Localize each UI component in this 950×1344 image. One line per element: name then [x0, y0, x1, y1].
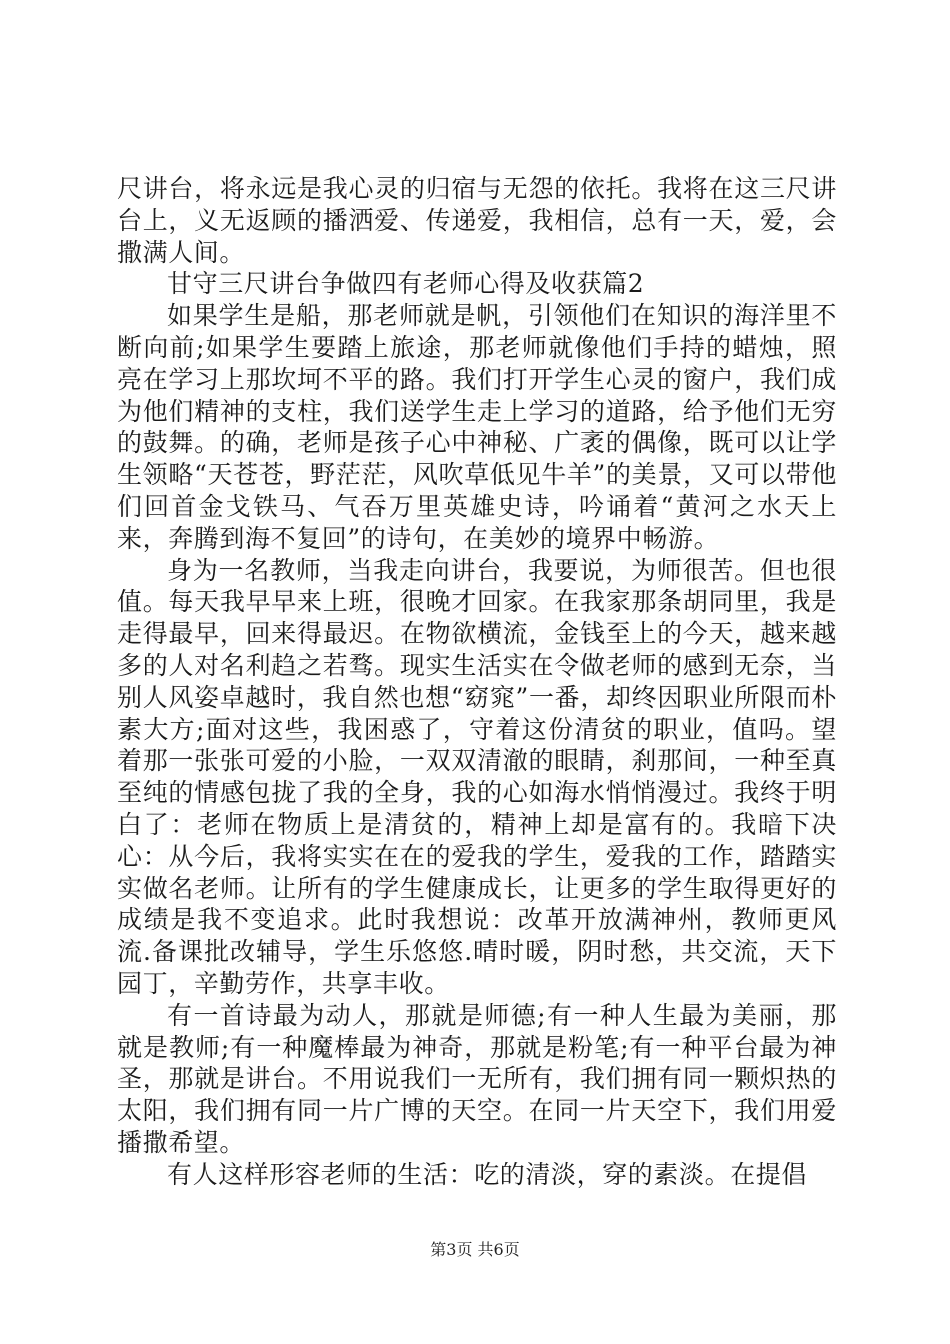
page-footer [0, 1240, 950, 1260]
paragraph-1: 尺讲台，将永远是我心灵的归宿与无怨的依托。我将在这三尺讲台上，义无返顾的播洒爱、传递爱，我相信，总有一天，爱，会撒满人间。 [117, 174, 837, 267]
paragraph-6: 有人这样形容老师的生活：吃的清淡，穿的素淡。在提倡 [167, 1159, 808, 1189]
paragraph-5: 有一首诗最为动人，那就是师德;有一种人生最为美丽，那就是教师;有一种魔棒最为神奇，那就是粉笔;有一种平台最为神圣，那就是讲台。不用说我们一无所有，我们拥有同一颗炽热的太阳，我们拥有同一片广博的天空。在同一片天空下，我们用爱播撒希望。 [117, 1000, 837, 1157]
document-body [117, 173, 837, 1191]
paragraph-3: 如果学生是船，那老师就是帆，引领他们在知识的海洋里不断向前;如果学生要踏上旅途，那老师就像他们手持的蜡烛，照亮在学习上那坎坷不平的路。我们打开学生心灵的窗户，我们成为他们精神的支柱，我们送学生走上学习的道路，给予他们无穷的鼓舞。的确，老师是孩子心中神秘、广袤的偶像，既可以让学生领略“天苍苍，野茫茫，风吹草低见牛羊”的美景，又可以带他们回首金戈铁马、气吞万里英雄史诗，吟诵着“黄河之水天上来，奔腾到海不复回”的诗句，在美妙的境界中畅游。 [117, 301, 837, 553]
paragraph-4: 身为一名教师，当我走向讲台，我要说，为师很苦。但也很值。每天我早早来上班，很晚才回家。在我家那条胡同里，我是走得最早，回来得最迟。在物欲横流，金钱至上的今天，越来越多的人对名利趋之若骛。现实生活实在令做老师的感到无奈，当别人风姿卓越时，我自然也想“窈窕”一番，却终因职业所限而朴素大方;面对这些，我困惑了，守着这份清贫的职业，值吗。望着那一张张可爱的小脸，一双双清澈的眼睛，刹那间，一种至真至纯的情感包拢了我的全身，我的心如海水悄悄漫过。我终于明白了：老师在物质上是清贫的，精神上却是富有的。我暗下决心：从今后，我将实实在在的爱我的学生，爱我的工作，踏踏实实做名老师。让所有的学生健康成长，让更多的学生取得更好的成绩是我不变追求。此时我想说：改革开放满神州，教师更风流.备课批改辅导，学生乐悠悠.晴时暖，阴时愁，共交流，天下园丁，辛勤劳作，共享丰收。 [117, 555, 837, 998]
section-heading: 甘守三尺讲台争做四有老师心得及收获篇2 [167, 269, 645, 299]
page-number: 第3页 共6页 [430, 1240, 520, 1259]
